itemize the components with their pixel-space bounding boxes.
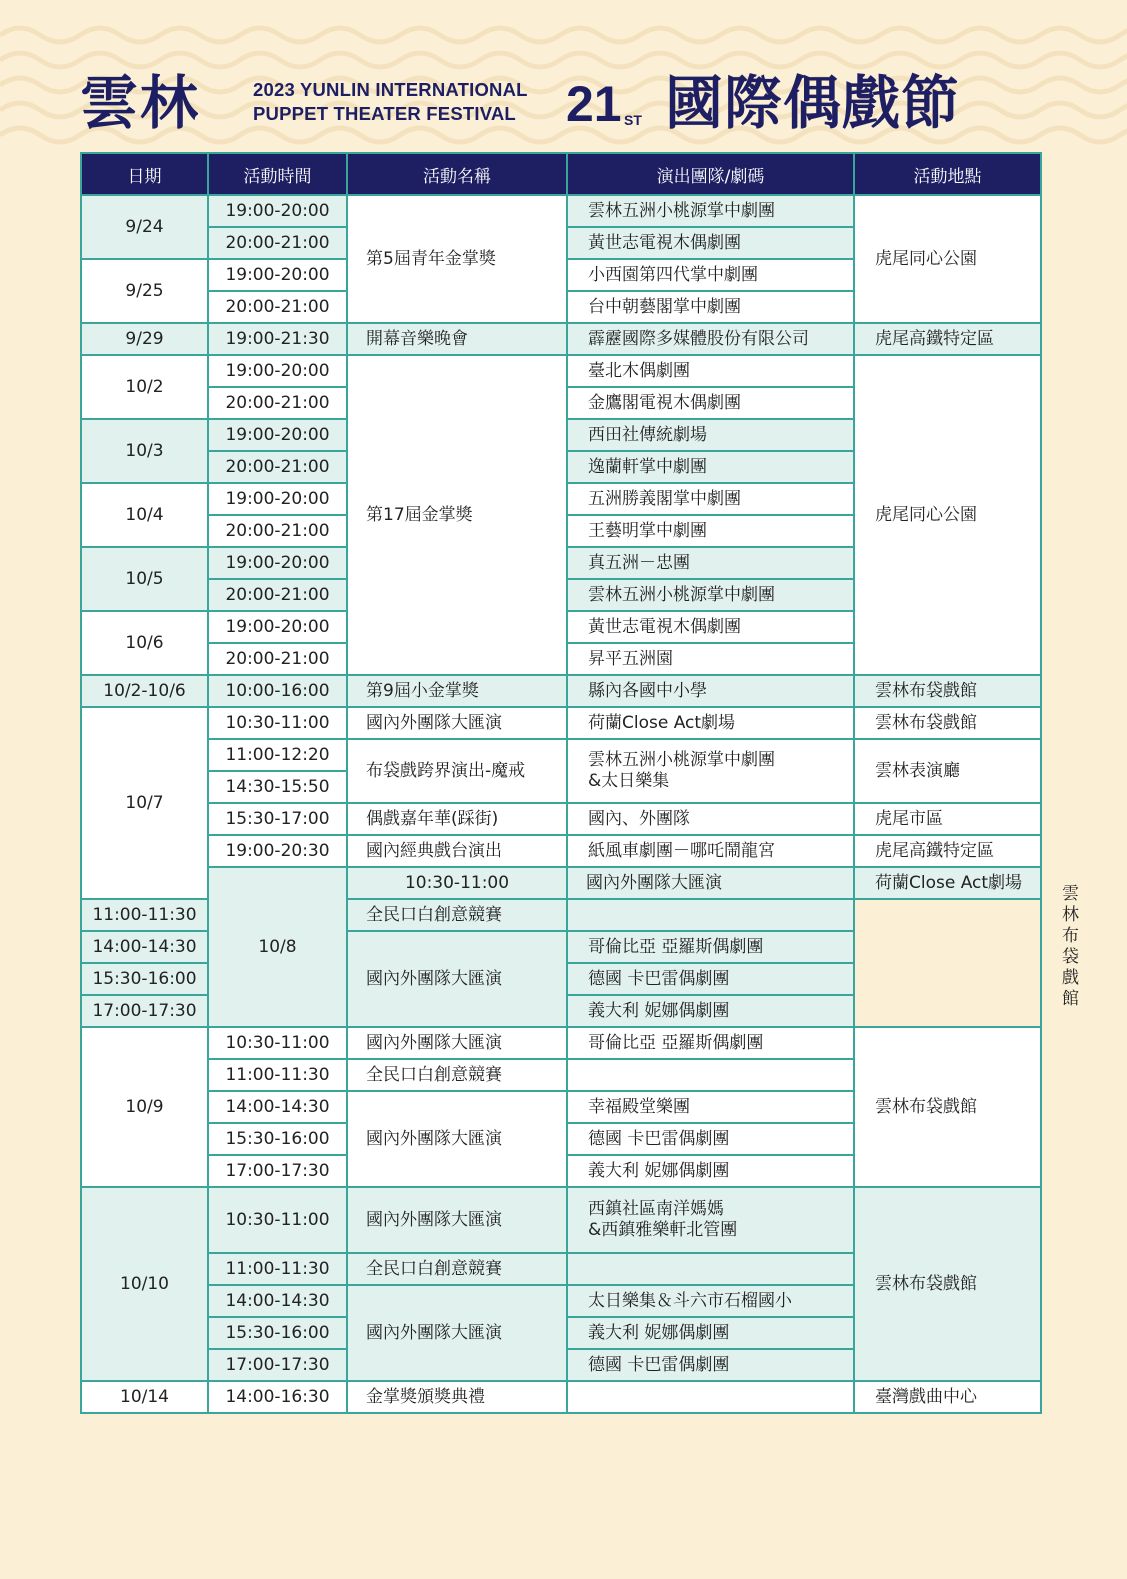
- schedule-table: [80, 152, 1079, 1414]
- time-cell: 11:00-11:30: [81, 899, 208, 931]
- event-name-cell: 第5屆青年金掌獎: [347, 195, 567, 323]
- performing-team-cell: [567, 419, 854, 451]
- date-cell: 10/2-10/6: [81, 675, 208, 707]
- table-row: [81, 323, 1041, 355]
- edition-number: 21: [566, 76, 622, 132]
- team-line: 真五洲－忠團: [588, 552, 690, 573]
- time-cell: 15:30-16:00: [208, 1317, 347, 1349]
- venue-cell: 雲林表演廳: [854, 739, 1041, 803]
- english-title-line1: 2023 YUNLIN INTERNATIONAL: [253, 79, 528, 100]
- table-row: [81, 195, 1041, 227]
- time-cell: 19:00-20:00: [208, 355, 347, 387]
- team-line: 太日樂集＆斗六市石榴國小: [588, 1290, 792, 1311]
- team-line: 金鷹閣電視木偶劇團: [588, 392, 741, 413]
- performing-team-cell: [567, 1253, 854, 1285]
- performing-team-cell: [567, 323, 854, 355]
- venue-cell: 虎尾同心公園: [854, 355, 1041, 675]
- performing-team-cell: [567, 963, 854, 995]
- venue-cell: 虎尾高鐵特定區: [854, 835, 1041, 867]
- team-line: 雲林五洲小桃源掌中劇團: [588, 200, 775, 221]
- date-cell: 10/3: [81, 419, 208, 483]
- performing-team-cell: [567, 547, 854, 579]
- festival-header: [0, 60, 1127, 150]
- venue-cell: 雲林布袋戲館: [854, 1187, 1041, 1381]
- team-line: 台中朝藝閣掌中劇團: [588, 296, 741, 317]
- performing-team-cell: [567, 1187, 854, 1253]
- time-cell: 20:00-21:00: [208, 227, 347, 259]
- time-cell: 10:30-11:00: [208, 1187, 347, 1253]
- team-line: 義大利 妮娜偶劇團: [588, 1322, 730, 1343]
- performing-team-cell: [567, 1091, 854, 1123]
- performing-team-cell: [567, 1381, 854, 1413]
- performing-team-cell: [567, 899, 854, 931]
- col-header-date: 日期: [81, 153, 208, 195]
- performing-team-cell: [567, 931, 854, 963]
- performing-team-cell: [567, 291, 854, 323]
- performing-team-cell: [567, 451, 854, 483]
- col-header-team: 演出團隊/劇碼: [567, 153, 854, 195]
- english-title-line2: PUPPET THEATER FESTIVAL: [253, 103, 516, 124]
- performing-team-cell: [567, 835, 854, 867]
- team-line: 黃世志電視木偶劇團: [588, 232, 741, 253]
- table-row: 10/8 10:30-11:00 國內外團隊大匯演 荷蘭Close Act劇場 雲林布袋戲館: [81, 867, 1041, 899]
- event-name-cell: 全民口白創意競賽: [347, 1253, 567, 1285]
- team-line: 哥倫比亞 亞羅斯偶劇團: [588, 1032, 764, 1053]
- team-line: 哥倫比亞 亞羅斯偶劇團: [588, 936, 764, 957]
- time-cell: 10:30-11:00: [208, 1027, 347, 1059]
- performing-team-cell: [567, 643, 854, 675]
- performing-team-cell: [567, 483, 854, 515]
- venue-cell: 臺灣戲曲中心: [854, 1381, 1041, 1413]
- table-row: [81, 1187, 1041, 1253]
- performing-team-cell: [567, 803, 854, 835]
- time-cell: 10:30-11:00: [347, 867, 567, 899]
- title-international-puppet-festival: 國際偶戲節: [665, 69, 961, 137]
- performing-team-cell: [567, 1123, 854, 1155]
- performing-team-cell: [567, 227, 854, 259]
- time-cell: 19:00-20:00: [208, 419, 347, 451]
- performing-team-cell: [854, 867, 1041, 899]
- table-row: [81, 707, 1041, 739]
- team-line: &太日樂集: [588, 771, 670, 791]
- time-cell: 20:00-21:00: [208, 387, 347, 419]
- team-line: &西鎮雅樂軒北管團: [588, 1220, 738, 1240]
- date-cell: 9/24: [81, 195, 208, 259]
- table-row: [81, 675, 1041, 707]
- team-line: 西田社傳統劇場: [588, 424, 707, 445]
- event-name-cell: 偶戲嘉年華(踩街): [347, 803, 567, 835]
- time-cell: 19:00-20:00: [208, 195, 347, 227]
- time-cell: 11:00-12:20: [208, 739, 347, 771]
- table-row: [81, 1027, 1041, 1059]
- time-cell: 19:00-20:00: [208, 611, 347, 643]
- time-cell: 20:00-21:00: [208, 451, 347, 483]
- date-cell: 10/8: [208, 867, 347, 1027]
- event-name-cell: 第9屆小金掌獎: [347, 675, 567, 707]
- time-cell: 19:00-20:00: [208, 547, 347, 579]
- event-name-cell: 國內外團隊大匯演: [347, 1285, 567, 1381]
- event-name-cell: 開幕音樂晚會: [347, 323, 567, 355]
- event-name-cell: 國內經典戲台演出: [347, 835, 567, 867]
- table-row: [81, 803, 1041, 835]
- date-cell: 10/4: [81, 483, 208, 547]
- col-header-event: 活動名稱: [347, 153, 567, 195]
- col-header-time: 活動時間: [208, 153, 347, 195]
- date-cell: 10/10: [81, 1187, 208, 1381]
- time-cell: 14:00-14:30: [81, 931, 208, 963]
- team-line: 幸福殿堂樂團: [588, 1096, 690, 1117]
- team-line: 德國 卡巴雷偶劇團: [588, 968, 730, 989]
- time-cell: 19:00-20:00: [208, 483, 347, 515]
- table-row: [81, 1381, 1041, 1413]
- team-line: 五洲勝義閣掌中劇團: [588, 488, 741, 509]
- performing-team-cell: [567, 1059, 854, 1091]
- time-cell: 20:00-21:00: [208, 291, 347, 323]
- col-header-venue: 活動地點: [854, 153, 1041, 195]
- performing-team-cell: [567, 259, 854, 291]
- team-line: 荷蘭Close Act劇場: [588, 712, 736, 733]
- team-line: 紙風車劇團－哪吒鬧龍宮: [588, 840, 775, 861]
- team-line: 義大利 妮娜偶劇團: [588, 1000, 730, 1021]
- event-name-cell: 金掌獎頒獎典禮: [347, 1381, 567, 1413]
- event-name-cell: 國內外團隊大匯演: [347, 1027, 567, 1059]
- schedule-body: [81, 195, 1079, 1413]
- performing-team-cell: [567, 1349, 854, 1381]
- event-name-cell: 國內外團隊大匯演: [347, 707, 567, 739]
- time-cell: 20:00-21:00: [208, 579, 347, 611]
- performing-team-cell: [567, 995, 854, 1027]
- performing-team-cell: [567, 707, 854, 739]
- performing-team-cell: [567, 355, 854, 387]
- team-line: 昇平五洲園: [588, 648, 673, 669]
- performing-team-cell: [567, 387, 854, 419]
- title-yunlin: 雲林: [80, 69, 201, 137]
- edition-suffix: ST: [624, 112, 642, 128]
- venue-cell: 虎尾高鐵特定區: [854, 323, 1041, 355]
- time-cell: 15:30-16:00: [81, 963, 208, 995]
- team-line: 德國 卡巴雷偶劇團: [588, 1354, 730, 1375]
- time-cell: 15:30-17:00: [208, 803, 347, 835]
- team-line: 雲林五洲小桃源掌中劇團: [588, 750, 775, 770]
- event-name-cell: 全民口白創意競賽: [347, 899, 567, 931]
- table-header-row: [81, 153, 1041, 195]
- table-row: [81, 739, 1041, 771]
- date-cell: 9/25: [81, 259, 208, 323]
- event-name-cell: 國內外團隊大匯演: [567, 867, 854, 899]
- date-cell: 9/29: [81, 323, 208, 355]
- event-name-cell: 國內外團隊大匯演: [347, 1091, 567, 1187]
- time-cell: 20:00-21:00: [208, 643, 347, 675]
- team-line: 西鎮社區南洋媽媽: [588, 1199, 724, 1219]
- venue-cell: 雲林布袋戲館: [854, 1027, 1041, 1187]
- team-line: 逸蘭軒掌中劇團: [588, 456, 707, 477]
- team-line: 德國 卡巴雷偶劇團: [588, 1128, 730, 1149]
- time-cell: 20:00-21:00: [208, 515, 347, 547]
- time-cell: 19:00-20:30: [208, 835, 347, 867]
- event-name-cell: 國內外團隊大匯演: [347, 1187, 567, 1253]
- date-cell: 10/6: [81, 611, 208, 675]
- time-cell: 10:00-16:00: [208, 675, 347, 707]
- table-row: [81, 835, 1041, 867]
- team-line: 霹靂國際多媒體股份有限公司: [588, 328, 809, 349]
- venue-cell: 虎尾同心公園: [854, 195, 1041, 323]
- performing-team-cell: [567, 515, 854, 547]
- time-cell: 14:00-16:30: [208, 1381, 347, 1413]
- performing-team-cell: [567, 1285, 854, 1317]
- date-cell: 10/14: [81, 1381, 208, 1413]
- time-cell: 15:30-16:00: [208, 1123, 347, 1155]
- time-cell: 19:00-20:00: [208, 259, 347, 291]
- time-cell: 10:30-11:00: [208, 707, 347, 739]
- time-cell: 14:00-14:30: [208, 1285, 347, 1317]
- event-name-cell: 國內外團隊大匯演: [347, 931, 567, 1027]
- time-cell: 14:00-14:30: [208, 1091, 347, 1123]
- date-cell: 10/5: [81, 547, 208, 611]
- performing-team-cell: [567, 195, 854, 227]
- team-line: 國內、外團隊: [588, 808, 690, 829]
- time-cell: 14:30-15:50: [208, 771, 347, 803]
- team-line: 義大利 妮娜偶劇團: [588, 1160, 730, 1181]
- event-name-cell: 全民口白創意競賽: [347, 1059, 567, 1091]
- performing-team-cell: [567, 1317, 854, 1349]
- time-cell: 17:00-17:30: [208, 1349, 347, 1381]
- venue-cell: 雲林布袋戲館: [854, 707, 1041, 739]
- team-line: 荷蘭Close Act劇場: [875, 872, 1023, 893]
- performing-team-cell: [567, 579, 854, 611]
- date-cell: 10/9: [81, 1027, 208, 1187]
- english-title: [253, 78, 528, 126]
- date-cell: 10/2: [81, 355, 208, 419]
- performing-team-cell: [567, 611, 854, 643]
- time-cell: 19:00-21:30: [208, 323, 347, 355]
- time-cell: 11:00-11:30: [208, 1059, 347, 1091]
- venue-cell: 虎尾市區: [854, 803, 1041, 835]
- team-line: 縣內各國中小學: [588, 680, 707, 701]
- time-cell: 11:00-11:30: [208, 1253, 347, 1285]
- performing-team-cell: [567, 1155, 854, 1187]
- time-cell: 17:00-17:30: [81, 995, 208, 1027]
- team-line: 王藝明掌中劇團: [588, 520, 707, 541]
- team-line: 臺北木偶劇團: [588, 360, 690, 381]
- team-line: 小西園第四代掌中劇團: [588, 264, 758, 285]
- team-line: 雲林五洲小桃源掌中劇團: [588, 584, 775, 605]
- performing-team-cell: [567, 675, 854, 707]
- performing-team-cell: [567, 739, 854, 803]
- time-cell: 17:00-17:30: [208, 1155, 347, 1187]
- table-row: [81, 355, 1041, 387]
- venue-cell: 雲林布袋戲館: [854, 675, 1041, 707]
- event-name-cell: 第17屆金掌獎: [347, 355, 567, 675]
- event-name-cell: 布袋戲跨界演出-魔戒: [347, 739, 567, 803]
- performing-team-cell: [567, 1027, 854, 1059]
- date-cell: 10/7: [81, 707, 208, 899]
- team-line: 黃世志電視木偶劇團: [588, 616, 741, 637]
